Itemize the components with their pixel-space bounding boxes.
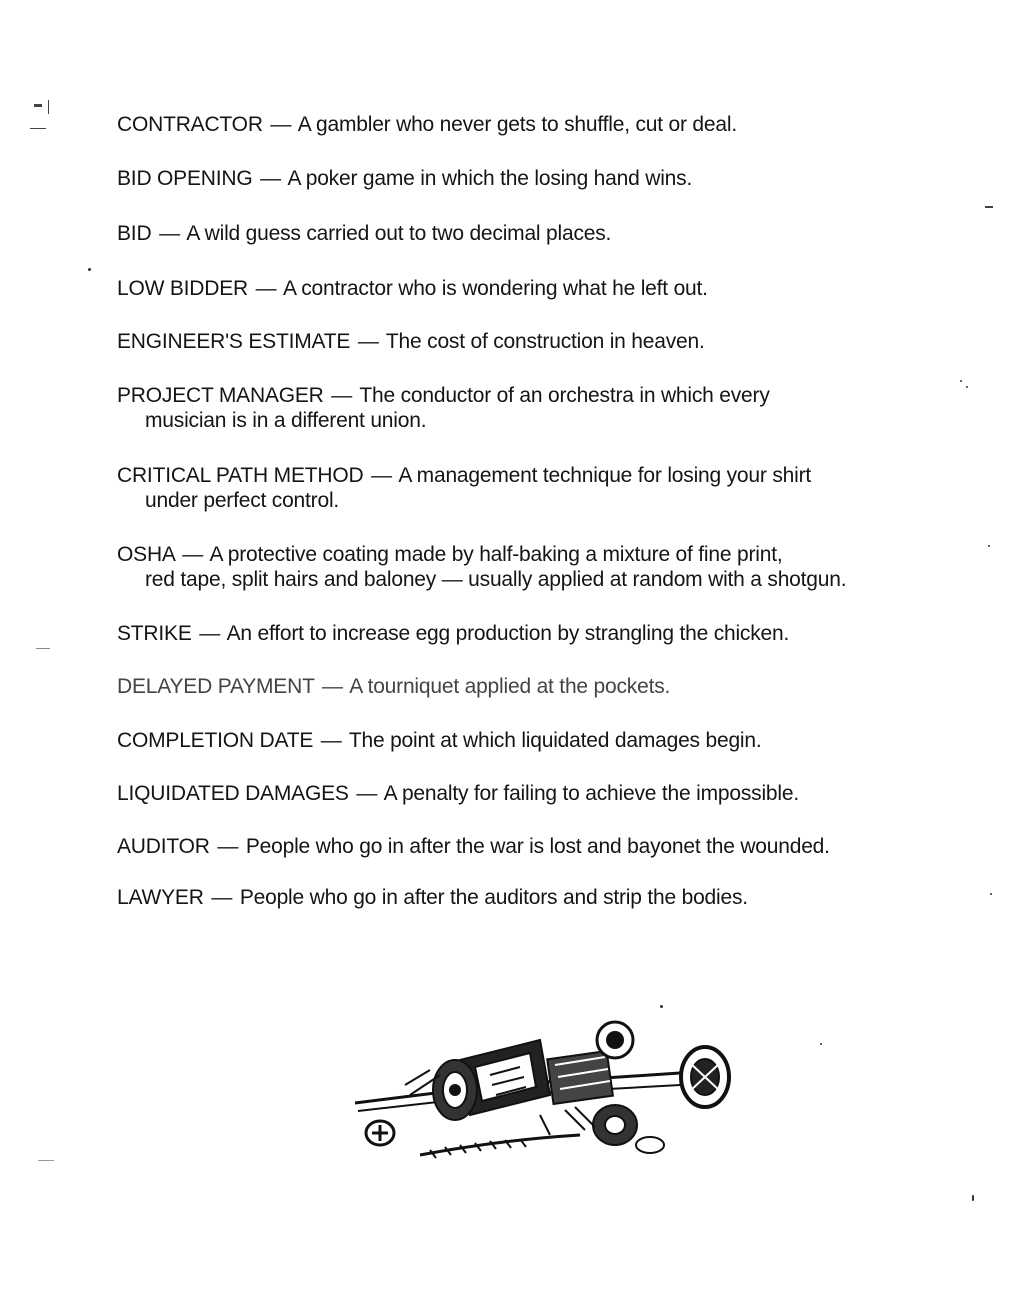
scan-speck xyxy=(960,380,962,382)
scan-speck xyxy=(660,1005,663,1008)
entry-separator: — xyxy=(182,543,204,566)
entry-term: CONTRACTOR xyxy=(117,113,263,136)
entry-definition: A poker game in which the losing hand wins. xyxy=(287,167,693,190)
definition-entry xyxy=(117,276,977,301)
entry-term: AUDITOR xyxy=(117,835,210,858)
entry-term: STRIKE xyxy=(117,622,192,645)
entry-term: LAWYER xyxy=(117,886,204,909)
entry-definition: A gambler who never gets to shuffle, cut or deal. xyxy=(297,113,737,136)
definition-entry xyxy=(117,781,977,806)
scan-mark xyxy=(30,128,46,129)
entry-definition: A contractor who is wondering what he left out. xyxy=(282,277,708,300)
entry-term: LOW BIDDER xyxy=(117,277,249,300)
definition-entry xyxy=(117,542,977,592)
scan-mark xyxy=(36,648,50,649)
entry-definition: The conductor of an orchestra in which every xyxy=(359,384,770,407)
definition-entry xyxy=(117,221,977,246)
definition-entry xyxy=(117,885,977,910)
entry-term: BID OPENING xyxy=(117,167,253,190)
entry-definition: People who go in after the war is lost and bayonet the wounded. xyxy=(245,835,830,858)
entry-definition-continued: under perfect control. xyxy=(145,489,340,512)
scan-mark xyxy=(985,206,993,208)
scan-mark xyxy=(34,104,42,107)
entry-definition-continued: red tape, split hairs and baloney — usually applied at random with a shotgun. xyxy=(145,568,847,591)
entry-separator: — xyxy=(270,113,292,136)
scan-speck xyxy=(972,1195,974,1201)
scan-mark xyxy=(48,100,49,114)
entry-definition-continued: musician is in a different union. xyxy=(145,409,427,432)
entry-separator: — xyxy=(371,464,392,487)
entry-definition: A protective coating made by half-baking a mixture of fine print, xyxy=(209,543,783,566)
definition-entry xyxy=(117,166,977,191)
entry-definition: A tourniquet applied at the pockets. xyxy=(349,675,671,698)
entry-separator: — xyxy=(260,167,281,190)
entry-definition: The point at which liquidated damages begin. xyxy=(348,729,762,752)
entry-separator: — xyxy=(159,222,180,245)
scan-speck xyxy=(988,545,990,547)
entry-separator: — xyxy=(217,835,239,858)
entry-term: COMPLETION DATE xyxy=(117,729,314,752)
entry-term: BID xyxy=(117,222,152,245)
entry-term: DELAYED PAYMENT xyxy=(117,675,315,698)
entry-definition: A management technique for losing your shirt xyxy=(398,464,811,487)
entry-separator: — xyxy=(255,277,277,300)
machinery-drawing-icon xyxy=(350,1015,735,1165)
scan-speck xyxy=(990,893,992,895)
entry-separator: — xyxy=(211,886,233,909)
entry-separator: — xyxy=(321,675,343,698)
entry-definition: A wild guess carried out to two decimal places. xyxy=(186,222,612,245)
definition-entry xyxy=(117,834,977,859)
entry-separator: — xyxy=(199,622,221,645)
scan-speck xyxy=(820,1043,822,1045)
definition-entry xyxy=(117,112,977,137)
scan-speck xyxy=(88,268,91,271)
entry-separator: — xyxy=(356,782,378,805)
entry-definition: People who go in after the auditors and strip the bodies. xyxy=(239,886,748,909)
entry-term: CRITICAL PATH METHOD xyxy=(117,464,364,487)
entry-term: PROJECT MANAGER xyxy=(117,384,324,407)
entry-separator: — xyxy=(357,330,379,353)
entry-term: LIQUIDATED DAMAGES xyxy=(117,782,349,805)
entry-definition: An effort to increase egg production by strangling the chicken. xyxy=(226,622,790,645)
entry-definition: A penalty for failing to achieve the impossible. xyxy=(383,782,799,805)
definition-entry xyxy=(117,463,977,513)
definition-entry xyxy=(117,383,977,433)
definition-entry xyxy=(117,329,977,354)
definition-entry xyxy=(117,674,977,699)
entry-separator: — xyxy=(320,729,342,752)
entry-separator: — xyxy=(331,384,353,407)
entry-definition: The cost of construction in heaven. xyxy=(385,330,705,353)
definition-entry xyxy=(117,728,977,753)
entry-term: ENGINEER'S ESTIMATE xyxy=(117,330,351,353)
entry-term: OSHA xyxy=(117,543,175,566)
scan-mark xyxy=(38,1160,54,1161)
definition-entry xyxy=(117,621,977,646)
